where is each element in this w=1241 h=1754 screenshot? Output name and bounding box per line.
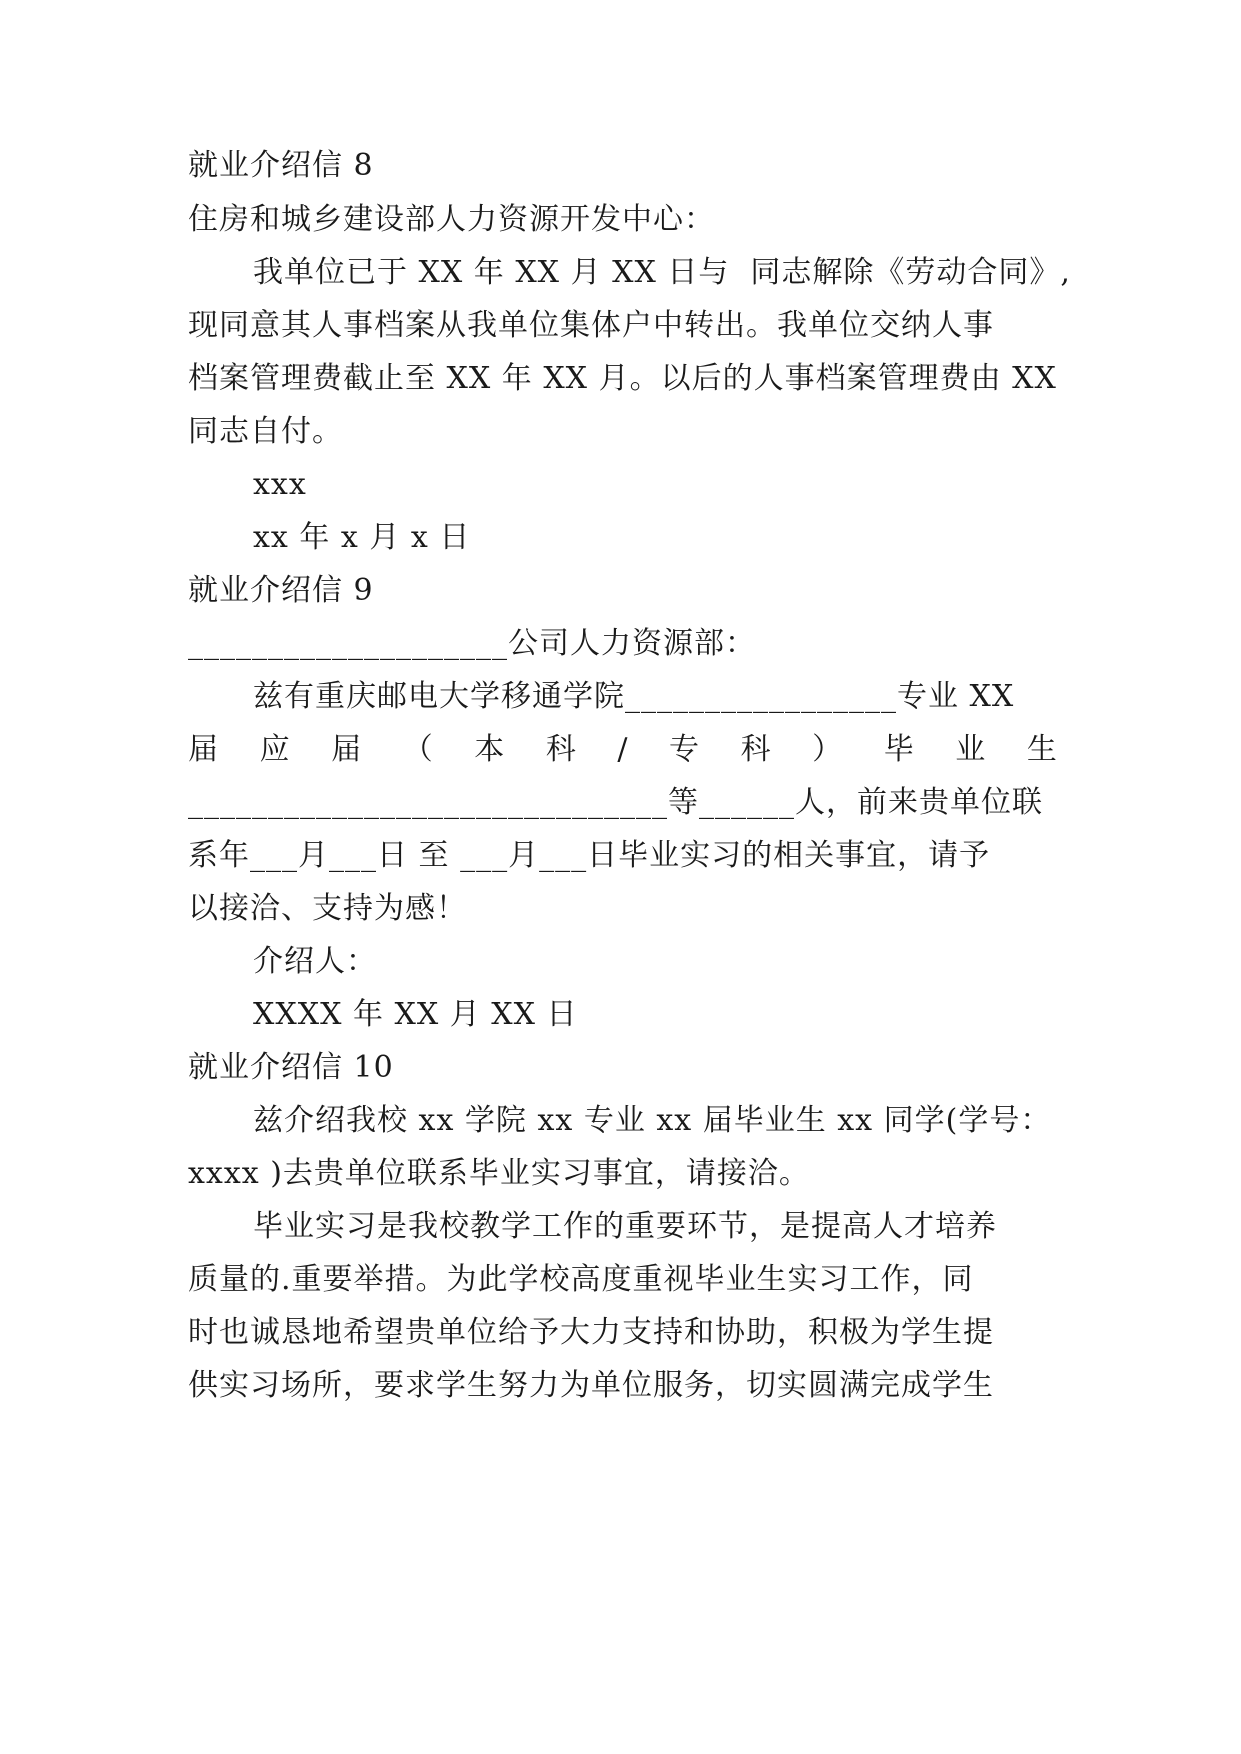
letter9-body-line: 以接洽、支持为感！ [188,891,467,926]
letter8-date: xx 年 x 月 x 日 [253,520,471,555]
letter9-title: 就业介绍信 9 [188,573,374,608]
letter10-title: 就业介绍信 10 [188,1050,394,1085]
letter8-body-line: 现同意其人事档案从我单位集体户中转出。我单位交纳人事 [188,308,994,343]
letter10-body-line: 毕业实习是我校教学工作的重要环节，是提高人才培养 [253,1209,997,1244]
char: 本 [474,732,506,767]
letter10-body-line: 时也诚恳地希望贵单位给予大力支持和协助，积极为学生提 [188,1315,994,1350]
letter8-signature: xxx [253,467,307,502]
char: 业 [955,732,987,767]
char: 届 [331,732,363,767]
letter10-body-line: xxxx )去贵单位联系毕业实习事宜，请接洽。 [188,1156,810,1191]
char: 专 [669,732,701,767]
letter8-body-line: 我单位已于 XX 年 XX 月 XX 日与 同志解除《劳动合同》, [253,255,1071,290]
letter8-recipient: 住房和城乡建设部人力资源开发中心： [188,202,715,237]
char: （ [402,732,434,767]
letter8-title: 就业介绍信 8 [188,148,374,183]
letter8-body-line: 档案管理费截止至 XX 年 XX 月。以后的人事档案管理费由 XX [188,361,1057,396]
letter9-body-line-justified [188,730,1058,770]
char: / [617,732,629,767]
letter9-recipient: ____________________公司人力资源部： [188,626,756,661]
letter9-body-line: 兹有重庆邮电大学移通学院_________________专业 XX [253,679,1015,714]
char: 科 [740,732,772,767]
letter9-introducer: 介绍人： [253,944,377,979]
char: ） [812,732,844,767]
letter8-body-line: 同志自付。 [188,414,343,449]
letter9-body-line: ______________________________等______人，前来贵单位联 [188,785,1043,820]
letter10-body-line: 质量的.重要举措。为此学校高度重视毕业生实习工作，同 [188,1262,974,1297]
char: 毕 [883,732,915,767]
char: 应 [259,732,291,767]
char: 科 [545,732,577,767]
letter9-date: XXXX 年 XX 月 XX 日 [253,997,578,1032]
char: 届 [188,732,219,767]
letter9-body-line: 系年___月___日 至 ___月___日毕业实习的相关事宜，请予 [188,838,991,873]
char: 生 [1026,732,1058,767]
letter10-body-line: 供实习场所，要求学生努力为单位服务，切实圆满完成学生 [188,1368,994,1403]
letter10-body-line: 兹介绍我校 xx 学院 xx 专业 xx 届毕业生 xx 同学(学号： [253,1103,1052,1138]
